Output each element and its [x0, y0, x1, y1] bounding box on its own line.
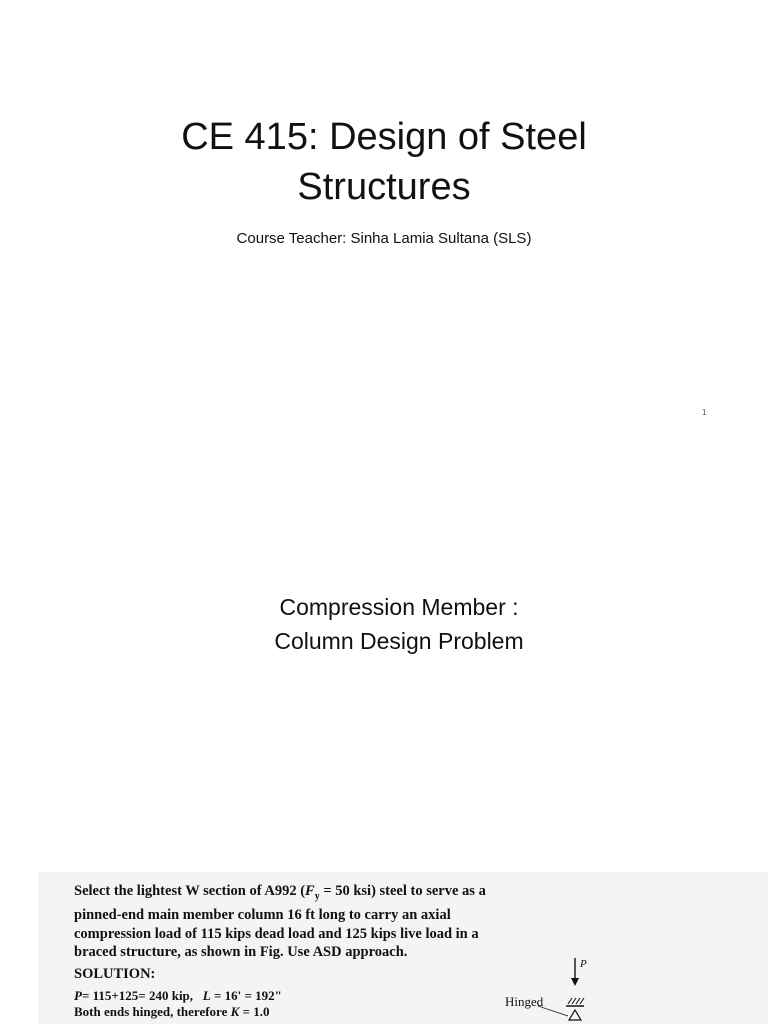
k-symbol: K — [230, 1004, 240, 1019]
problem-statement — [74, 882, 554, 962]
problem-line-1-start: Select the lightest W section of A992 ( — [74, 883, 306, 899]
course-teacher: Course Teacher: Sinha Lamia Sultana (SLS) — [236, 230, 532, 247]
section-title — [0, 590, 768, 658]
fy-symbol: F — [305, 883, 315, 899]
p-symbol: P — [74, 988, 82, 1003]
section-title-line-2: Column Design Problem — [274, 628, 524, 654]
hinged-label: Hinged — [505, 994, 544, 1009]
problem-line-1-end: = 50 ksi) steel to serve as a — [319, 883, 486, 899]
problem-line-4: braced structure, as shown in Fig. Use ASD approach. — [74, 944, 408, 961]
load-arrow-head — [571, 978, 579, 986]
problem-line-3: compression load of 115 kips dead load and 125 kips live load in a — [74, 925, 479, 942]
hinge-triangle — [569, 1010, 581, 1020]
load-label: P — [580, 958, 587, 970]
length-value: = 16' = 192" — [210, 988, 282, 1003]
k-value: = 1.0 — [239, 1004, 270, 1019]
solution-line-2 — [74, 1004, 269, 1020]
problem-line-2: pinned-end main member column 16 ft long to carry an axial — [74, 907, 451, 924]
solution-line-2-start: Both ends hinged, therefore — [74, 1004, 231, 1019]
slide-number: 1 — [702, 408, 707, 417]
support-hatching — [568, 998, 584, 1004]
course-title-line-2: Structures — [297, 166, 471, 208]
load-sum: = 115+125= 240 kip, — [81, 988, 203, 1003]
l-symbol: L — [202, 988, 211, 1003]
hinged-leader-line — [538, 1004, 568, 1016]
problem-line-1 — [74, 882, 554, 906]
problem-slide — [38, 872, 768, 1024]
solution-heading: SOLUTION: — [74, 966, 156, 982]
course-title — [0, 112, 768, 212]
column-support-diagram — [538, 954, 598, 1024]
solution-line-1 — [74, 988, 282, 1004]
section-title-line-1: Compression Member : — [279, 594, 519, 620]
fy-subscript: y — [314, 890, 320, 902]
course-title-line-1: CE 415: Design of Steel — [181, 116, 587, 158]
